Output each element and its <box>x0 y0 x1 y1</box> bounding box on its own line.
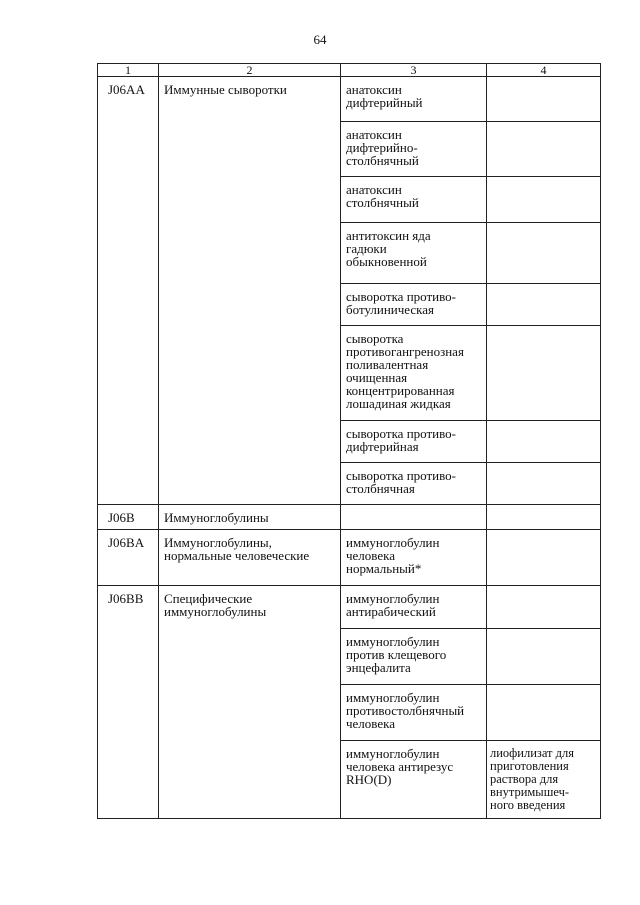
form-cell <box>487 629 601 685</box>
drug-cell <box>341 505 487 530</box>
drug-cell: иммуноглобулин человека антирезус RHO(D) <box>341 741 487 819</box>
form-cell <box>487 326 601 421</box>
form-cell <box>487 284 601 326</box>
form-cell <box>487 586 601 629</box>
table-row <box>98 586 601 629</box>
header-row <box>98 64 601 77</box>
form-cell <box>487 77 601 122</box>
drug-cell: сыворотка противо- столбнячная <box>341 463 487 505</box>
form-cell <box>487 223 601 284</box>
form-cell <box>487 530 601 586</box>
page-number: 64 <box>313 32 327 47</box>
atc-code-cell: J06AA <box>98 77 159 505</box>
drug-cell: сыворотка противогангренозная поливалентная очищенная концентрированная лошадиная жидкая <box>341 326 487 421</box>
drug-cell: анатоксин дифтерийный <box>341 77 487 122</box>
drug-cell: иммуноглобулин против клещевого энцефалита <box>341 629 487 685</box>
table-row <box>98 77 601 122</box>
header-col-4: 4 <box>487 64 601 77</box>
atc-code-cell: J06B <box>98 505 159 530</box>
drug-cell: антитоксин яда гадюки обыкновенной <box>341 223 487 284</box>
header-col-3: 3 <box>341 64 487 77</box>
group-name-cell: Иммунные сыворотки <box>159 77 341 505</box>
drug-cell: иммуноглобулин человека нормальный* <box>341 530 487 586</box>
form-cell <box>487 421 601 463</box>
table-row <box>98 530 601 586</box>
atc-code-cell: J06BA <box>98 530 159 586</box>
table-row <box>98 505 601 530</box>
form-cell <box>487 177 601 223</box>
form-cell <box>487 122 601 177</box>
form-cell: лиофилизат для приготовления раствора для внутримышеч- ного введения <box>487 741 601 819</box>
group-name-cell: Иммуноглобулины <box>159 505 341 530</box>
group-name-cell: Специфические иммуноглобулины <box>159 586 341 819</box>
form-cell <box>487 463 601 505</box>
header-col-2: 2 <box>159 64 341 77</box>
medicines-table <box>97 63 601 819</box>
atc-code-cell: J06BB <box>98 586 159 819</box>
form-cell <box>487 505 601 530</box>
header-col-1: 1 <box>98 64 159 77</box>
drug-cell: иммуноглобулин антирабический <box>341 586 487 629</box>
drug-cell: сыворотка противо- ботулиническая <box>341 284 487 326</box>
form-cell <box>487 685 601 741</box>
drug-cell: анатоксин столбнячный <box>341 177 487 223</box>
drug-cell: анатоксин дифтерийно- столбнячный <box>341 122 487 177</box>
drug-cell: иммуноглобулин противостолбнячный человека <box>341 685 487 741</box>
group-name-cell: Иммуноглобулины, нормальные человеческие <box>159 530 341 586</box>
drug-cell: сыворотка противо- дифтерийная <box>341 421 487 463</box>
